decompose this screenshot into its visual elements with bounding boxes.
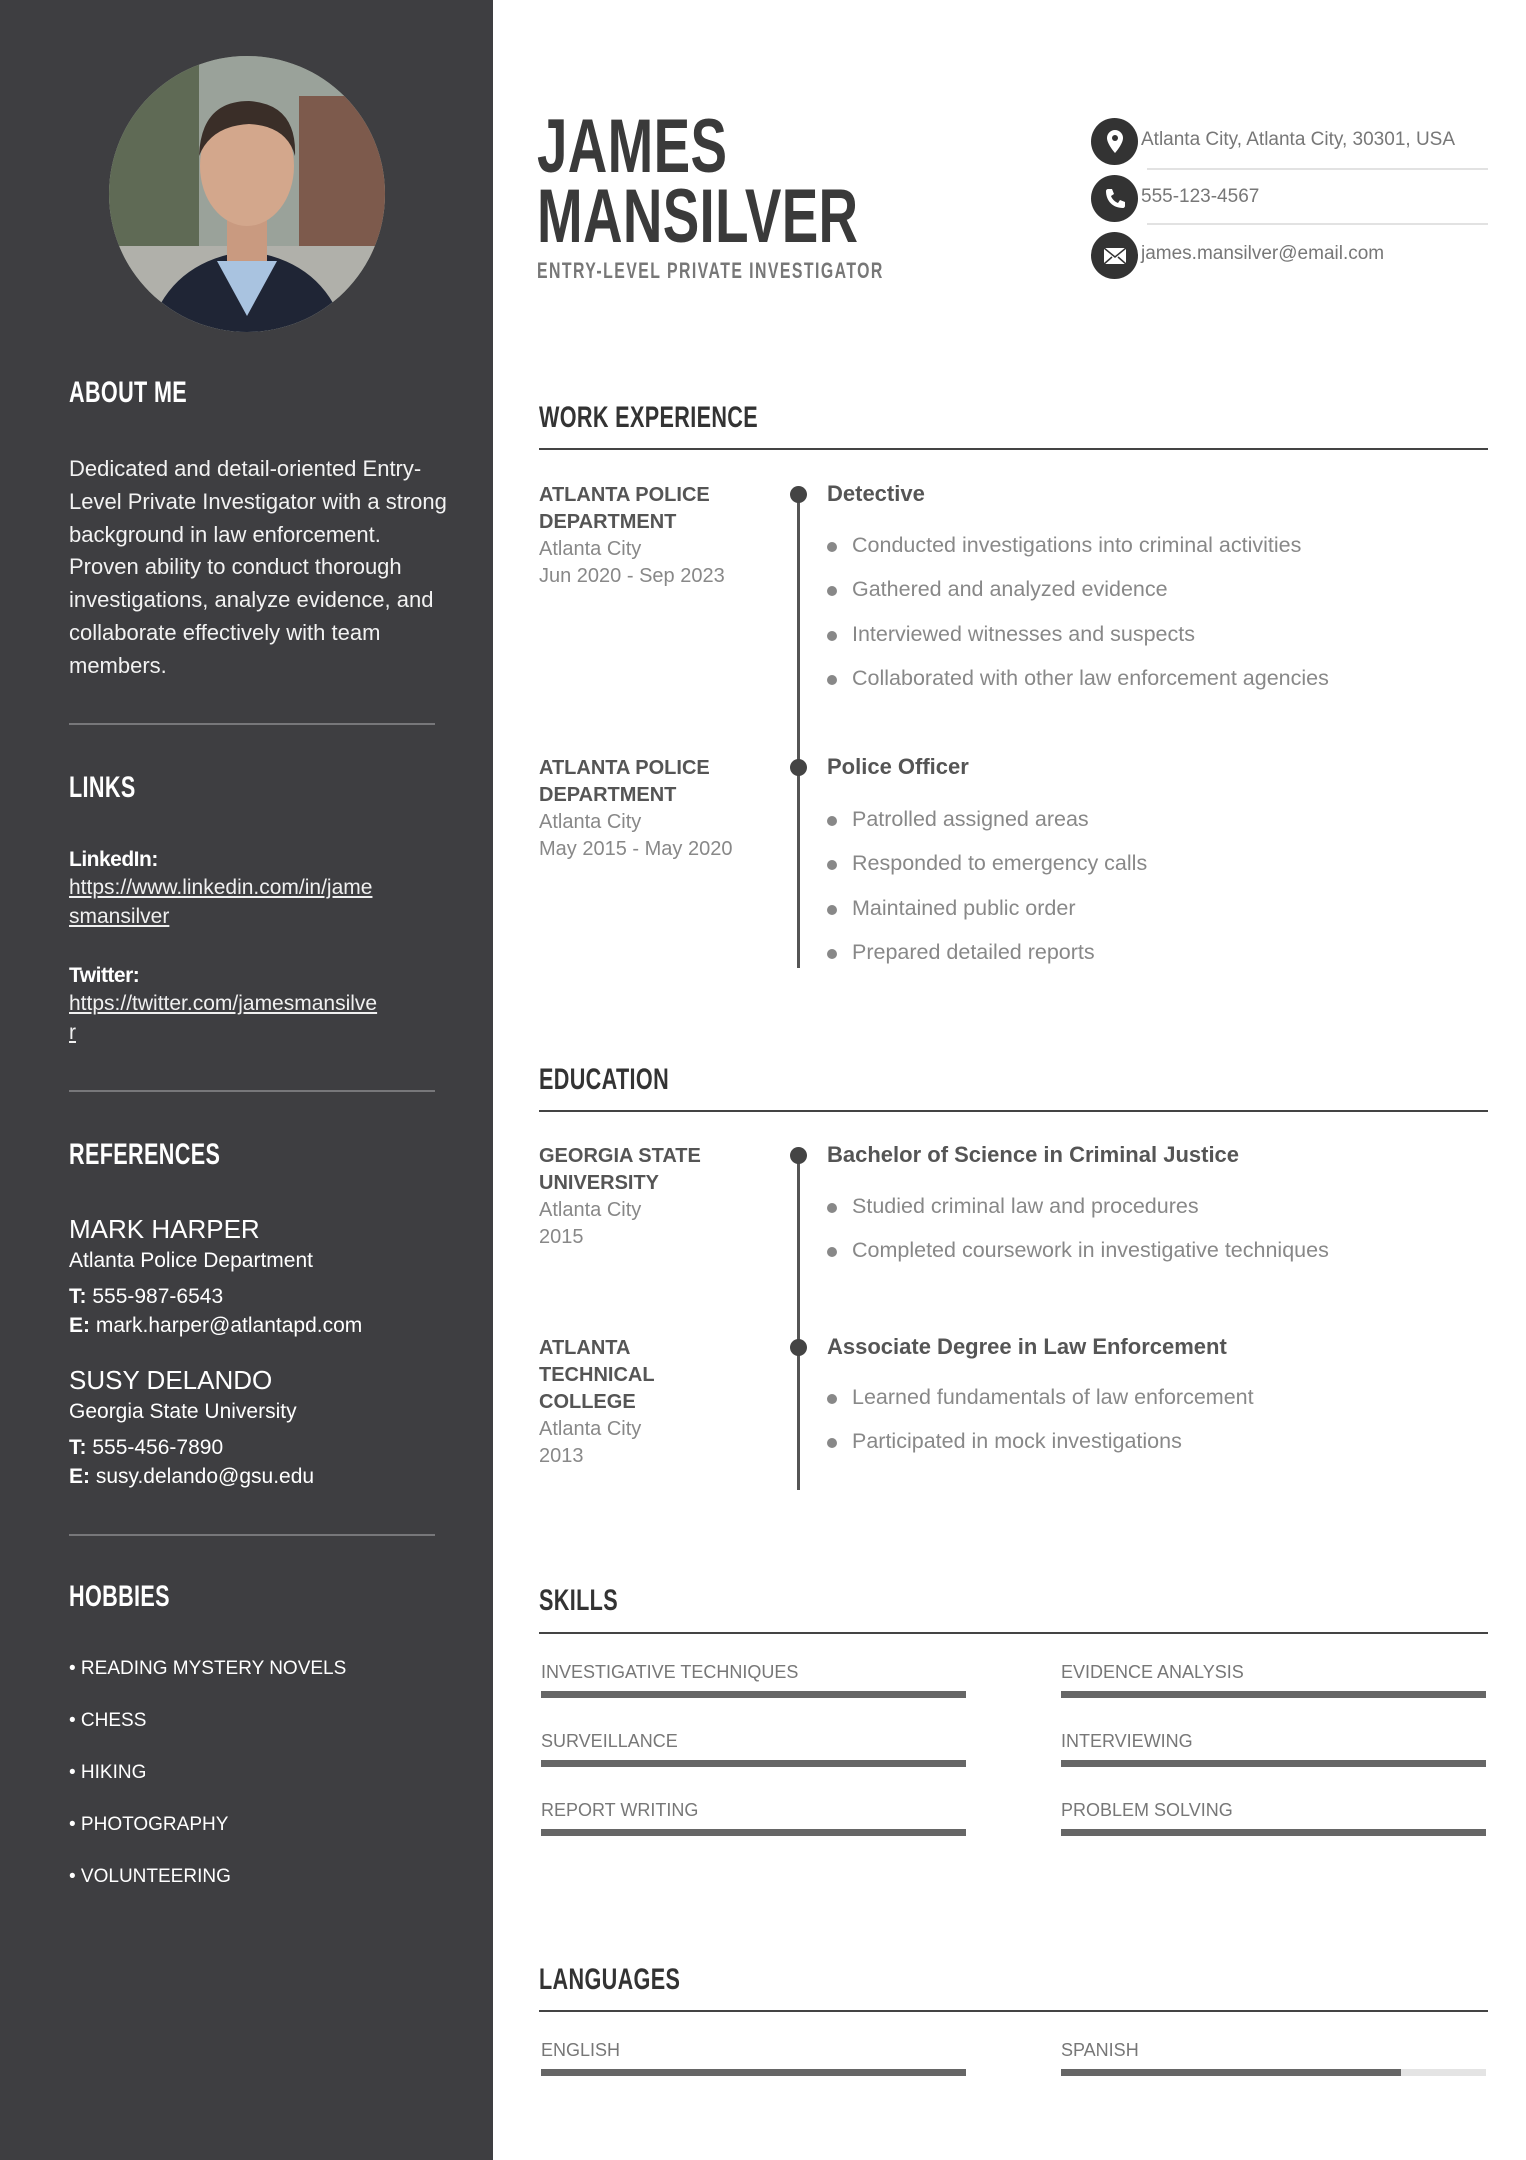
school-name: ATLANTA TECHNICAL COLLEGE	[539, 1337, 655, 1413]
bullet-icon	[827, 675, 837, 685]
bullet-icon	[827, 542, 837, 552]
divider	[1147, 168, 1488, 170]
company-name: ATLANTA POLICE DEPARTMENT	[539, 484, 710, 533]
skill-bar	[541, 1760, 966, 1767]
skill-bar	[541, 1691, 966, 1698]
bullet-icon	[827, 905, 837, 915]
skill-label: EVIDENCE ANALYSIS	[1061, 1662, 1244, 1682]
hobbies-heading: HOBBIES	[69, 1580, 170, 1613]
references-heading: REFERENCES	[69, 1138, 221, 1171]
edu-bullet: Learned fundamentals of law enforcement	[852, 1385, 1254, 1409]
reference-phone: T: 555-987-6543	[69, 1285, 224, 1308]
job-bullet: Gathered and analyzed evidence	[852, 577, 1168, 601]
job-bullet: Collaborated with other law enforcement agencies	[852, 666, 1329, 690]
timeline-dot	[790, 759, 807, 776]
job-location: Atlanta City	[539, 811, 642, 833]
hobby-item: • HIKING	[69, 1762, 147, 1783]
education-heading: EDUCATION	[539, 1063, 670, 1096]
job-location: Atlanta City	[539, 538, 642, 560]
edu-bullet: Participated in mock investigations	[852, 1429, 1182, 1453]
job-role: Police Officer	[827, 754, 969, 779]
language-label: ENGLISH	[541, 2040, 621, 2060]
divider	[1147, 223, 1488, 225]
skill-bar-fill	[1061, 1760, 1486, 1767]
school-name: GEORGIA STATE UNIVERSITY	[539, 1145, 701, 1194]
hobby-item: • READING MYSTERY NOVELS	[69, 1658, 347, 1679]
twitter-link-cont[interactable]: r	[69, 1021, 76, 1044]
phone-icon	[1091, 175, 1138, 222]
reference-email: E: mark.harper@atlantapd.com	[69, 1314, 363, 1337]
linkedin-label: LinkedIn:	[69, 848, 158, 871]
skill-bar	[1061, 1691, 1486, 1698]
skill-label: INTERVIEWING	[1061, 1731, 1193, 1751]
timeline-line	[797, 1156, 800, 1490]
linkedin-link-cont[interactable]: smansilver	[69, 905, 170, 928]
edu-bullet: Studied criminal law and procedures	[852, 1194, 1199, 1218]
bullet-icon	[827, 586, 837, 596]
last-name: MANSILVER	[537, 174, 859, 259]
about-heading: ABOUT ME	[69, 376, 188, 409]
language-bar	[1061, 2069, 1486, 2076]
work-heading: WORK EXPERIENCE	[539, 401, 759, 434]
location-icon	[1091, 118, 1138, 165]
reference-email: E: susy.delando@gsu.edu	[69, 1465, 315, 1488]
language-bar-fill	[1061, 2069, 1401, 2076]
skill-bar	[1061, 1760, 1486, 1767]
bullet-icon	[827, 631, 837, 641]
language-bar	[541, 2069, 966, 2076]
section-rule	[539, 1110, 1488, 1112]
hobby-item: • CHESS	[69, 1710, 147, 1731]
skill-bar	[541, 1829, 966, 1836]
reference-org: Atlanta Police Department	[69, 1249, 313, 1272]
school-location: Atlanta City	[539, 1199, 642, 1221]
divider	[69, 1534, 435, 1536]
reference-phone: T: 555-456-7890	[69, 1436, 224, 1459]
twitter-link[interactable]: https://twitter.com/jamesmansilve	[69, 992, 378, 1015]
job-bullet: Maintained public order	[852, 896, 1076, 920]
contact-email[interactable]: james.mansilver@email.com	[1141, 243, 1385, 264]
contact-phone: 555-123-4567	[1141, 186, 1260, 207]
company-name: ATLANTA POLICE DEPARTMENT	[539, 757, 710, 806]
skill-label: PROBLEM SOLVING	[1061, 1800, 1233, 1820]
linkedin-link[interactable]: https://www.linkedin.com/in/jame	[69, 876, 373, 899]
school-year: 2013	[539, 1445, 584, 1467]
job-dates: May 2015 - May 2020	[539, 838, 733, 860]
school-year: 2015	[539, 1226, 584, 1248]
bullet-icon	[827, 1438, 837, 1448]
first-name: JAMES	[537, 104, 728, 189]
job-bullet: Prepared detailed reports	[852, 940, 1095, 964]
bullet-icon	[827, 1247, 837, 1257]
timeline-dot	[790, 1339, 807, 1356]
about-text: Dedicated and detail-oriented Entry-Level Private Investigator with a strong background in law enforcement. Proven ability to conduct thorough investigations, analyze evidence, and collaborate effectively with team members.	[69, 456, 447, 678]
skill-bar-fill	[541, 1829, 966, 1836]
section-rule	[539, 448, 1488, 450]
job-role: Detective	[827, 481, 925, 506]
contact-address: Atlanta City, Atlanta City, 30301, USA	[1141, 129, 1456, 150]
reference-name: MARK HARPER	[69, 1214, 260, 1244]
email-icon	[1091, 232, 1138, 279]
bullet-icon	[827, 1394, 837, 1404]
section-rule	[539, 1632, 1488, 1634]
divider	[69, 1090, 435, 1092]
skill-label: INVESTIGATIVE TECHNIQUES	[541, 1662, 799, 1682]
skill-label: SURVEILLANCE	[541, 1731, 678, 1751]
sidebar	[0, 0, 493, 2160]
divider	[69, 723, 435, 725]
timeline-dot	[790, 486, 807, 503]
job-bullet: Conducted investigations into criminal activities	[852, 533, 1302, 557]
skill-label: REPORT WRITING	[541, 1800, 699, 1820]
hobby-item: • VOLUNTEERING	[69, 1866, 231, 1887]
languages-heading: LANGUAGES	[539, 1963, 681, 1996]
bullet-icon	[827, 816, 837, 826]
edu-bullet: Completed coursework in investigative techniques	[852, 1238, 1329, 1262]
bullet-icon	[827, 1203, 837, 1213]
bullet-icon	[827, 860, 837, 870]
timeline-dot	[790, 1147, 807, 1164]
reference-name: SUSY DELANDO	[69, 1365, 273, 1395]
skill-bar-fill	[541, 1691, 966, 1698]
hobby-item: • PHOTOGRAPHY	[69, 1814, 229, 1835]
job-bullet: Interviewed witnesses and suspects	[852, 622, 1195, 646]
section-rule	[539, 2010, 1488, 2012]
job-bullet: Responded to emergency calls	[852, 851, 1148, 875]
degree: Bachelor of Science in Criminal Justice	[827, 1142, 1240, 1167]
skill-bar-fill	[1061, 1691, 1486, 1698]
job-dates: Jun 2020 - Sep 2023	[539, 565, 725, 587]
degree: Associate Degree in Law Enforcement	[827, 1334, 1227, 1359]
timeline-line	[797, 496, 800, 968]
links-heading: LINKS	[69, 771, 136, 804]
school-location: Atlanta City	[539, 1418, 642, 1440]
language-bar-fill	[541, 2069, 966, 2076]
reference-org: Georgia State University	[69, 1400, 297, 1423]
skill-bar-fill	[541, 1760, 966, 1767]
skill-bar-fill	[1061, 1829, 1486, 1836]
job-title: ENTRY-LEVEL PRIVATE INVESTIGATOR	[537, 258, 884, 283]
language-label: SPANISH	[1061, 2040, 1139, 2060]
bullet-icon	[827, 949, 837, 959]
skills-heading: SKILLS	[539, 1584, 618, 1617]
profile-photo	[109, 56, 385, 332]
job-bullet: Patrolled assigned areas	[852, 807, 1089, 831]
twitter-label: Twitter:	[69, 964, 140, 987]
skill-bar	[1061, 1829, 1486, 1836]
